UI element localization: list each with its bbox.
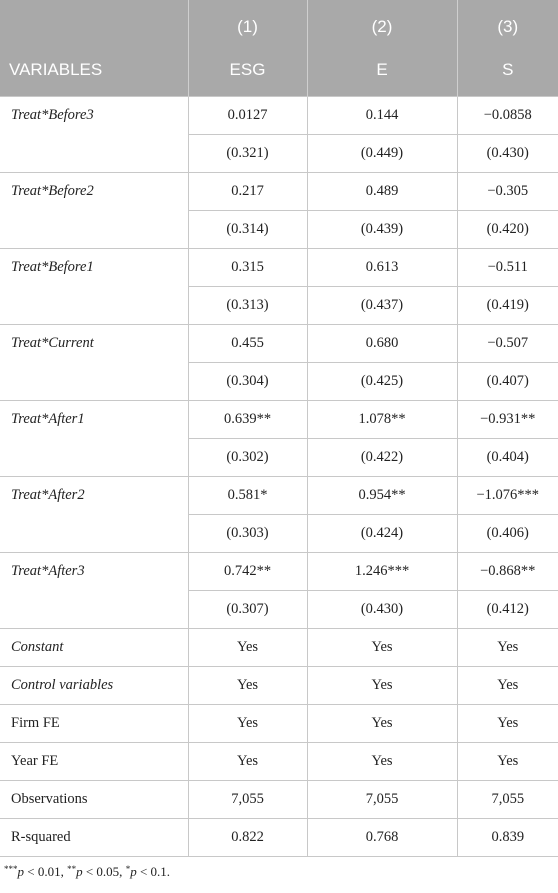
coef-cell: −0.507 bbox=[457, 324, 558, 362]
coef-cell: 0.742** bbox=[188, 552, 307, 590]
se-cell: (0.302) bbox=[188, 438, 307, 476]
coef-cell: −0.868** bbox=[457, 552, 558, 590]
value-cell: Yes bbox=[307, 628, 457, 666]
coef-cell: 0.0127 bbox=[188, 96, 307, 134]
value-cell: Yes bbox=[188, 628, 307, 666]
coef-cell: 0.680 bbox=[307, 324, 457, 362]
row-label: Treat*Before3 bbox=[0, 96, 188, 172]
value-cell: Yes bbox=[457, 666, 558, 704]
col-name-esg: ESG bbox=[188, 48, 307, 96]
control-row bbox=[0, 666, 558, 704]
se-cell: (0.425) bbox=[307, 362, 457, 400]
coef-cell: 1.246*** bbox=[307, 552, 457, 590]
se-cell: (0.314) bbox=[188, 210, 307, 248]
coef-row bbox=[0, 400, 558, 438]
se-cell: (0.430) bbox=[457, 134, 558, 172]
coef-cell: 0.639** bbox=[188, 400, 307, 438]
se-cell: (0.307) bbox=[188, 590, 307, 628]
coef-cell: −0.305 bbox=[457, 172, 558, 210]
coef-cell: −1.076*** bbox=[457, 476, 558, 514]
row-label: Treat*Current bbox=[0, 324, 188, 400]
variables-header: VARIABLES bbox=[9, 59, 103, 79]
coef-row bbox=[0, 552, 558, 590]
coef-cell: −0.931** bbox=[457, 400, 558, 438]
control-row bbox=[0, 742, 558, 780]
row-label: Treat*After1 bbox=[0, 400, 188, 476]
row-label: R-squared bbox=[0, 818, 188, 856]
coef-cell: −0.0858 bbox=[457, 96, 558, 134]
coef-cell: 0.613 bbox=[307, 248, 457, 286]
value-cell: 0.839 bbox=[457, 818, 558, 856]
value-cell: Yes bbox=[457, 742, 558, 780]
row-label: Observations bbox=[0, 780, 188, 818]
col-number-3: (3) bbox=[457, 0, 558, 48]
coef-row bbox=[0, 172, 558, 210]
value-cell: 7,055 bbox=[457, 780, 558, 818]
row-label: Treat*Before1 bbox=[0, 248, 188, 324]
col-name-s: S bbox=[457, 48, 558, 96]
value-cell: 0.768 bbox=[307, 818, 457, 856]
control-row bbox=[0, 818, 558, 856]
value-cell: Yes bbox=[188, 666, 307, 704]
value-cell: 0.822 bbox=[188, 818, 307, 856]
significance-note: ***p < 0.01, **p < 0.05, *p < 0.1. bbox=[4, 863, 171, 879]
se-cell: (0.449) bbox=[307, 134, 457, 172]
coef-row bbox=[0, 324, 558, 362]
coef-cell: 0.581* bbox=[188, 476, 307, 514]
control-row bbox=[0, 780, 558, 818]
coef-cell: 0.217 bbox=[188, 172, 307, 210]
value-cell: Yes bbox=[307, 742, 457, 780]
row-label: Treat*Before2 bbox=[0, 172, 188, 248]
control-row bbox=[0, 704, 558, 742]
coef-row bbox=[0, 476, 558, 514]
se-cell: (0.304) bbox=[188, 362, 307, 400]
value-cell: Yes bbox=[188, 742, 307, 780]
col-number-1: (1) bbox=[188, 0, 307, 48]
value-cell: Yes bbox=[307, 666, 457, 704]
se-cell: (0.437) bbox=[307, 286, 457, 324]
row-label: Treat*After3 bbox=[0, 552, 188, 628]
coef-cell: 0.489 bbox=[307, 172, 457, 210]
coef-cell: 0.954** bbox=[307, 476, 457, 514]
row-label: Control variables bbox=[0, 666, 188, 704]
se-cell: (0.303) bbox=[188, 514, 307, 552]
coef-cell: 1.078** bbox=[307, 400, 457, 438]
row-label: Firm FE bbox=[0, 704, 188, 742]
header-row-names bbox=[0, 48, 558, 96]
se-cell: (0.404) bbox=[457, 438, 558, 476]
se-cell: (0.424) bbox=[307, 514, 457, 552]
se-cell: (0.439) bbox=[307, 210, 457, 248]
header-corner bbox=[0, 0, 188, 48]
table-header bbox=[0, 0, 558, 96]
coef-cell: 0.455 bbox=[188, 324, 307, 362]
coef-row bbox=[0, 248, 558, 286]
row-label: Constant bbox=[0, 628, 188, 666]
value-cell: Yes bbox=[457, 704, 558, 742]
se-cell: (0.422) bbox=[307, 438, 457, 476]
value-cell: Yes bbox=[457, 628, 558, 666]
value-cell: 7,055 bbox=[188, 780, 307, 818]
col-number-2: (2) bbox=[307, 0, 457, 48]
value-cell: Yes bbox=[307, 704, 457, 742]
se-cell: (0.406) bbox=[457, 514, 558, 552]
col-name-e: E bbox=[307, 48, 457, 96]
se-cell: (0.420) bbox=[457, 210, 558, 248]
control-row bbox=[0, 628, 558, 666]
value-cell: Yes bbox=[188, 704, 307, 742]
se-cell: (0.313) bbox=[188, 286, 307, 324]
value-cell: 7,055 bbox=[307, 780, 457, 818]
coef-row bbox=[0, 96, 558, 134]
se-cell: (0.419) bbox=[457, 286, 558, 324]
header-row-numbers bbox=[0, 0, 558, 48]
row-label: Year FE bbox=[0, 742, 188, 780]
se-cell: (0.430) bbox=[307, 590, 457, 628]
se-cell: (0.407) bbox=[457, 362, 558, 400]
se-cell: (0.321) bbox=[188, 134, 307, 172]
table-body bbox=[0, 96, 558, 856]
coef-cell: −0.511 bbox=[457, 248, 558, 286]
coef-cell: 0.144 bbox=[307, 96, 457, 134]
row-label: Treat*After2 bbox=[0, 476, 188, 552]
coef-cell: 0.315 bbox=[188, 248, 307, 286]
se-cell: (0.412) bbox=[457, 590, 558, 628]
